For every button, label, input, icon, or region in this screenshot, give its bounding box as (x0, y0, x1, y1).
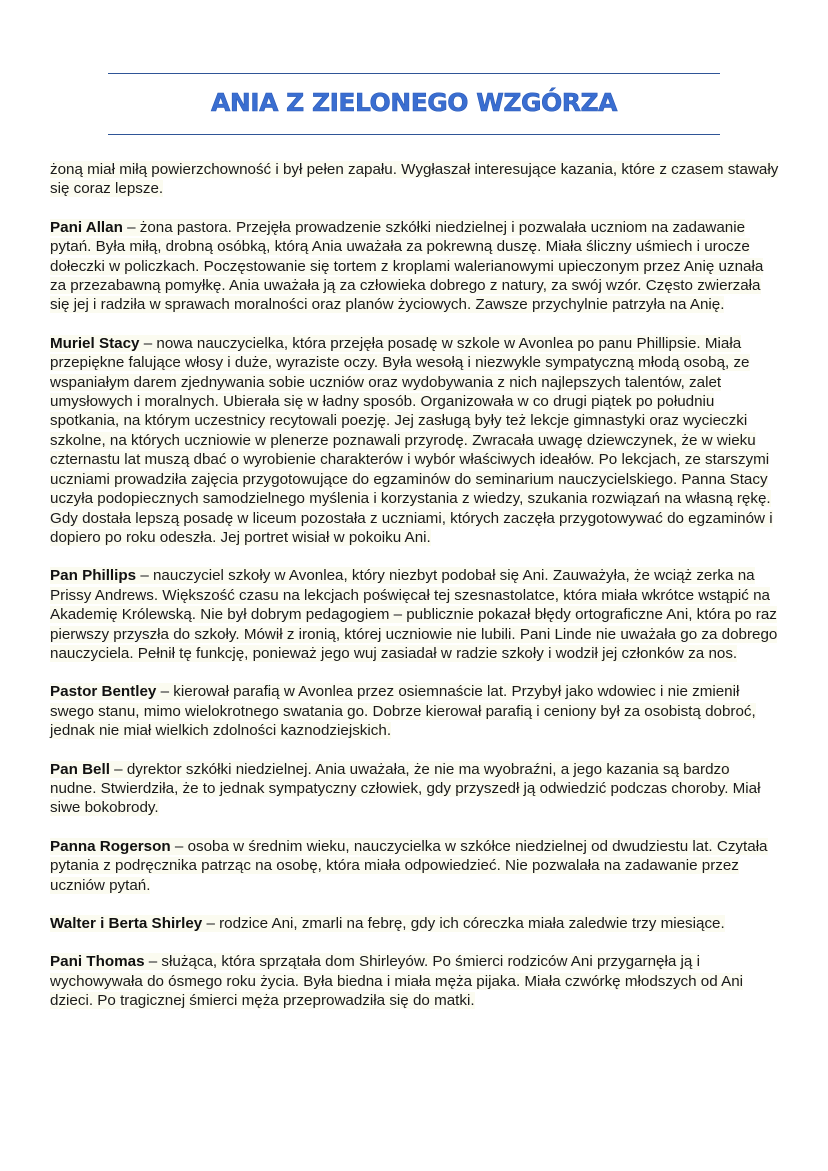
character-name: Pani Thomas (50, 953, 145, 971)
character-name: Walter i Berta Shirley (50, 915, 203, 932)
paragraph-walter-berta-shirley (50, 914, 780, 933)
character-description: – nauczyciel szkoły w Avonlea, który niezbyt podobał się Ani. Zauważyła, że wciąż zerka na Prissy Andrews. Większość czasu na lekcjach poświęcał tej szesnastolatce, która miała wkrótce wstąpić na Akademię Królewską. Nie był dobrym pedagogiem – publicznie pokazał błędy ortograficzne Ani, która po raz pierwszy przyszła do szkoły. Mówił z ironią, której uczniowie nie lubili. Pani Linde nie uważała go za dobrego nauczyciela. Pełnił tę funkcję, ponieważ jego wuj zasiadał w radzie szkoły i wodził jej członków za nos. (50, 567, 778, 662)
character-description: – osoba w średnim wieku, nauczycielka w szkółce niedzielnej od dwudziestu lat. Czytała pytania z podręcznika patrząc na osobę, która miała odpowiedzieć. Nie pozwalała na zadawanie przez uczniów pytań. (50, 837, 768, 894)
paragraph-panna-rogerson (50, 837, 780, 895)
character-description: – kierował parafią w Avonlea przez osiemnaście lat. Przybył jako wdowiec i nie zmienił swego stanu, mimo wielokrotnego swatania go. Dobrze kierował parafią i ceniony był za osobistą dobroć, jednak nie miał wielkich zdolności kaznodziejskich. (50, 683, 756, 740)
title-bottom-rule (108, 134, 720, 135)
character-description: – służąca, która sprzątała dom Shirleyów. Po śmierci rodziców Ani przygarnęła ją i wychowywała do ósmego roku życia. Była biedna i miała męża pijaka. Miała czwórkę młodszych od Ani dzieci. Po tragicznej śmierci męża przeprowadziła się do matki. (50, 953, 744, 1010)
paragraph-pani-thomas (50, 952, 780, 1010)
paragraph-pan-phillips (50, 566, 780, 663)
character-name: Pan Bell (50, 760, 110, 778)
paragraph-intro-continuation: żoną miał miłą powierzchowność i był pełen zapału. Wygłaszał interesujące kazania, które z czasem stawały się coraz lepsze. (50, 161, 779, 198)
paragraph-pan-bell (50, 760, 780, 818)
character-name: Pani Allan (50, 218, 123, 236)
character-name: Pan Phillips (50, 567, 137, 585)
paragraph-pani-allan (50, 218, 780, 315)
character-description: – rodzice Ani, zmarli na febrę, gdy ich córeczka miała zaledwie trzy miesiące. (202, 915, 725, 932)
character-name: Pastor Bentley (50, 683, 157, 701)
paragraph-muriel-stacy (50, 334, 780, 547)
character-name: Panna Rogerson (50, 837, 171, 855)
character-name: Muriel Stacy (50, 334, 140, 352)
character-description: – żona pastora. Przejęła prowadzenie szkółki niedzielnej i pozwalała uczniom na zadawanie pytań. Była miłą, drobną osóbką, którą Ania uważała za pokrewną duszę. Miała śliczny uśmiech i urocze dołeczki w policzkach. Poczęstowanie się tortem z kroplami walerianowymi upieczonym przez Anię uznała za przezabawną pomyłkę. Ania uważała ją za człowieka dobrego z natury, za swój wzór. Często zwierzała się jej i radziła w sprawach moralności oraz planów życiowych. Zawsze przychylnie patrzyła na Anię. (50, 218, 764, 314)
document-title: ANIA Z ZIELONEGO WZGÓRZA (211, 88, 617, 117)
title-top-rule (108, 73, 720, 74)
paragraph-pastor-bentley (50, 682, 780, 740)
character-description: – nowa nauczycielka, która przejęła posadę w szkole w Avonlea po panu Phillipsie. Miała przepiękne falujące włosy i duże, wyraziste oczy. Była wesołą i niezwykle sympatyczną młodą osobą, ze wspaniałym darem zjednywania sobie uczniów oraz wydobywania z nich najlepszych talentów, zalet umysłowych i moralnych. Ubierała się w ładny sposób. Organizowała w co drugi piątek po południu spotkania, na którym uczestnicy recytowali poezję. Jej zasługą były też lekcje gimnastyki oraz wycieczki szkolne, na których uczniowie w plenerze poznawali przyrodę. Zwracała uwagę dziewczynek, że w wieku czternastu lat muszą dbać o wyrobienie charakterów i wybór właściwych ideałów. Po lekcjach, ze starszymi uczniami prowadziła zajęcia przygotowujące do egzaminów do seminarium nauczycielskiego. Panna Stacy uczyła podopiecznych samodzielnego myślenia i korzystania z wiedzy, szukania rozwiązań na własną rękę. Gdy dostała lepszą posadę w liceum pozostała z uczniami, których zaczęła przygotowywać do egzaminów i dopiero po roku odeszła. Jej portret wisiał w pokoiku Ani. (50, 334, 773, 546)
character-description: – dyrektor szkółki niedzielnej. Ania uważała, że nie ma wyobraźni, a jego kazania są bardzo nudne. Stwierdziła, że to jednak sympatyczny człowiek, gdy przyszedł ją odwiedzić podczas choroby. Miał siwe bokobrody. (50, 760, 761, 817)
document-body (50, 160, 780, 1030)
